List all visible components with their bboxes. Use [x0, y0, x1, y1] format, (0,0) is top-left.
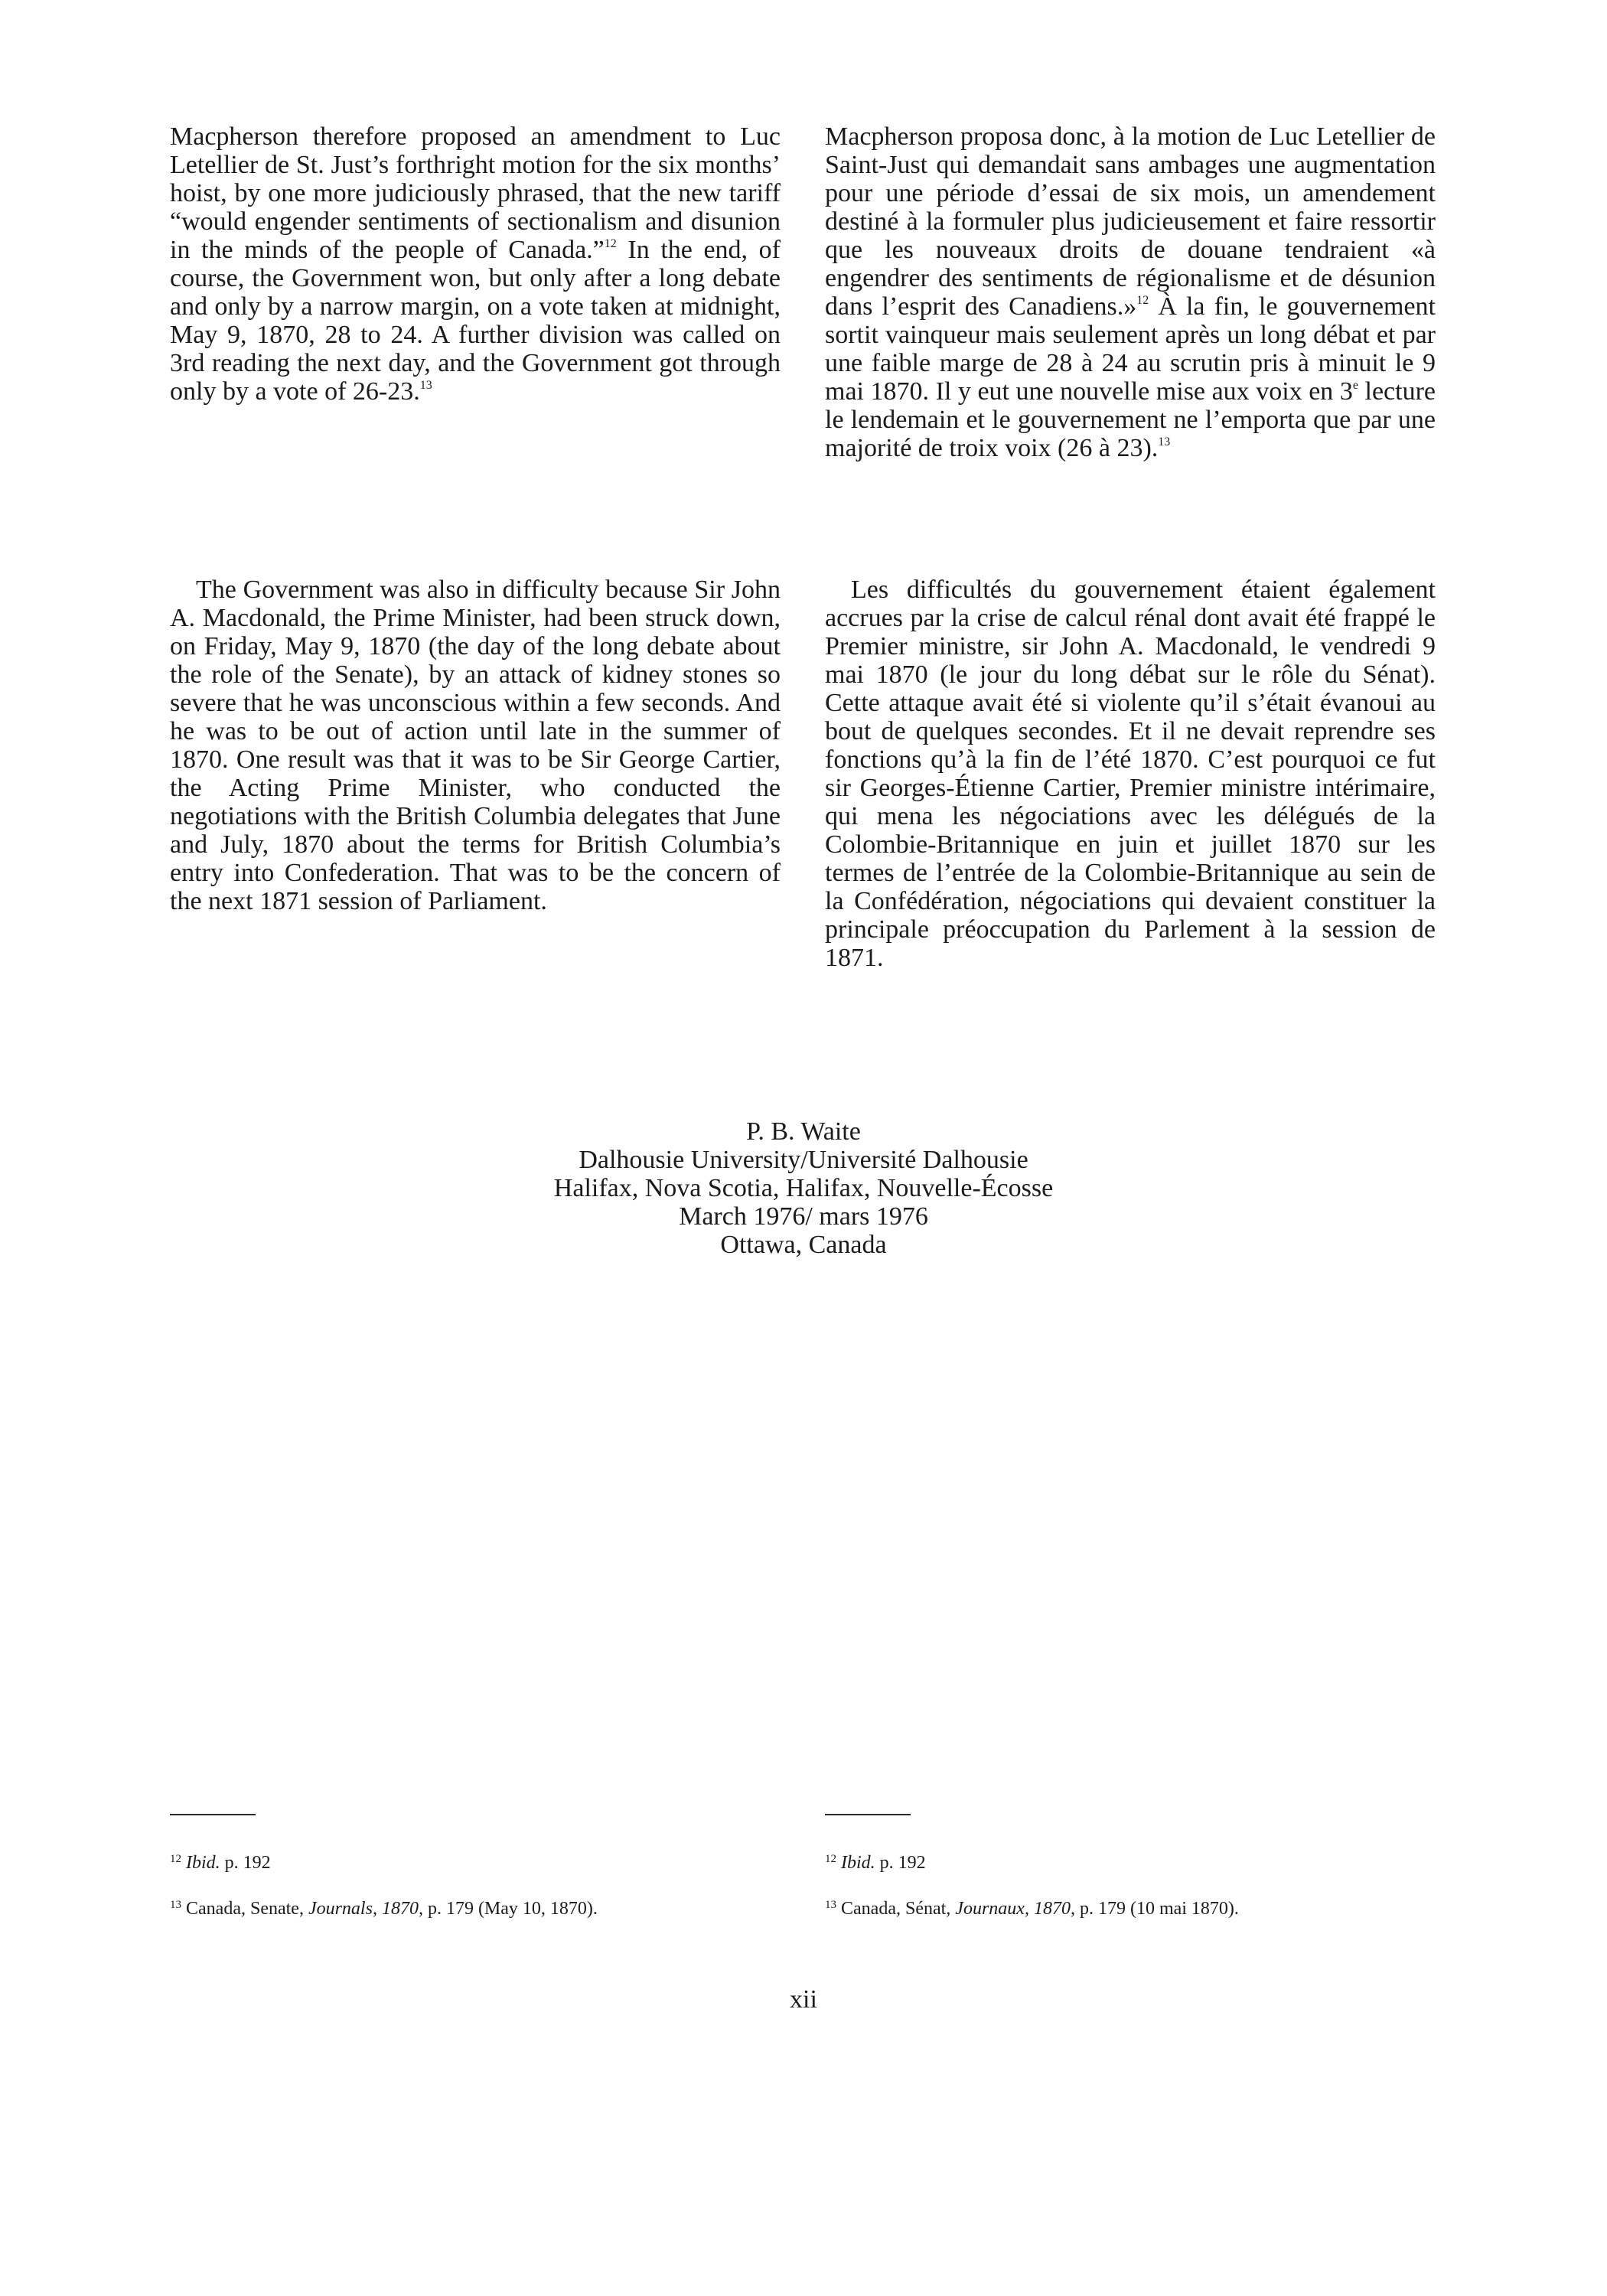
french-para2-text: Les difficultés du gouvernement étaient également accrues par la crise de calcul rénal dont avait été frappé le Premier ministre, sir John A. Macdonald, le vendredi 9 mai 1870 (le jour du long débat sur le rôle du Sénat). Cette attaque avait été si violente qu’il s’était évanoui au bout de quelques secondes. Et il ne devait reprendre ses fonctions qu’à la fin de l’été 1870. C’est pourquoi ce fut sir Georges-Étienne Cartier, Premier ministre intérimaire, qui mena les négociations avec les délégués de la Colombie-Britannique en juin et juillet 1870 sur les termes de l’entrée de la Colombie-Britannique au sein de la Confédération, négociations qui devaient constituer la principale préoccupation du Parlement à la session de 1871.	[825, 576, 1436, 972]
french-paragraph-1	[825, 122, 1436, 462]
french-para1-text-c: lecture le lendemain et le gouvernement ne l’emporta que par une majorité de troix voix (26 à 23).	[825, 377, 1436, 462]
footnote-text: p. 179 (May 10, 1870).	[422, 1899, 598, 1919]
english-footnote-12	[170, 1852, 271, 1874]
author-university: Dalhousie University/Université Dalhousie	[579, 1146, 1028, 1174]
english-para1-text: Macpherson therefore proposed an amendment to Luc Letellier de St. Just’s forthright motion for the six months’ hoist, by one more judiciously phrased, that the new tariff “would engender sentiments of sectionalism and disunion in the minds of the people of Canada.”	[170, 122, 781, 264]
english-paragraph-1	[170, 122, 781, 406]
footnote-ref-12: 12	[604, 237, 617, 250]
footnote-rule-english	[170, 1814, 256, 1815]
french-footnote-13	[825, 1898, 1239, 1919]
footnote-text: p. 192	[875, 1853, 926, 1873]
footnote-text: p. 179 (10 mai 1870).	[1074, 1899, 1239, 1919]
footnote-italic: Journaux, 1870,	[955, 1899, 1075, 1919]
footnote-text: p. 192	[220, 1853, 271, 1873]
english-para2-text: The Government was also in difficulty because Sir John A. Macdonald, the Prime Minister, had been struck down, on Friday, May 9, 1870 (the day of the long debate about the role of the Senate), by an attack of kidney stones so severe that he was unconscious within a few seconds. And he was to be out of action until late in the summer of 1870. One result was that it was to be Sir George Cartier, the Acting Prime Minister, who conducted the negotiations with the British Columbia delegates that June and July, 1870 about the terms for British Columbia’s entry into Confederation. That was to be the concern of the next 1871 session of Parliament.	[170, 576, 781, 915]
footnote-number: 13	[825, 1899, 836, 1911]
footnote-text-before: Canada, Senate,	[186, 1899, 308, 1919]
signature-city: Ottawa, Canada	[720, 1231, 887, 1259]
superscript-e: e	[1352, 379, 1358, 392]
french-paragraph-2	[825, 576, 1436, 972]
english-para1-text-b: In the end, of course, the Government won, but only after a long debate and only by a narrow margin, on a vote taken at midnight, May 9, 1870, 28 to 24. A further division was called on 3rd reading the next day, and the Government got through only by a vote of 26-23.	[170, 236, 781, 406]
english-paragraph-2	[170, 576, 781, 915]
french-para1-text: Macpherson proposa donc, à la motion de Luc Letellier de Saint-Just qui demandait sans ambages une augmentation pour une période d’essai de six mois, un amendement destiné à la formuler plus judicieusement et faire ressortir que les nouveaux droits de douane tendraient «à engendrer des sentiments de régionalisme et de désunion dans l’esprit des Canadiens.»	[825, 122, 1436, 321]
footnote-number: 12	[170, 1853, 181, 1865]
footnote-ref-12-fr: 12	[1136, 294, 1149, 307]
page-number: xii	[790, 1985, 817, 2014]
footnote-number: 13	[170, 1899, 181, 1911]
french-para1-text-b: À la fin, le gouvernement sortit vainqueur mais seulement après un long débat et par une faible marge de 28 à 24 au scrutin pris à minuit le 9 mai 1870. Il y eut une nouvelle mise aux voix en 3	[825, 292, 1436, 406]
footnote-italic: Ibid.	[841, 1853, 875, 1873]
author-location: Halifax, Nova Scotia, Halifax, Nouvelle-Écosse	[553, 1174, 1054, 1202]
author-name: P. B. Waite	[746, 1117, 861, 1146]
french-footnote-12	[825, 1852, 926, 1874]
signature-date: March 1976/ mars 1976	[679, 1202, 928, 1231]
english-footnote-13	[170, 1898, 598, 1919]
footnote-ref-13-fr: 13	[1158, 435, 1171, 448]
footnote-italic: Journals, 1870,	[308, 1899, 423, 1919]
footnote-text-before: Canada, Sénat,	[841, 1899, 956, 1919]
footnote-ref-13: 13	[419, 379, 432, 392]
footnote-italic: Ibid.	[186, 1853, 220, 1873]
signature-block	[459, 1117, 1148, 1259]
footnote-rule-french	[825, 1814, 911, 1815]
footnote-number: 12	[825, 1853, 836, 1865]
